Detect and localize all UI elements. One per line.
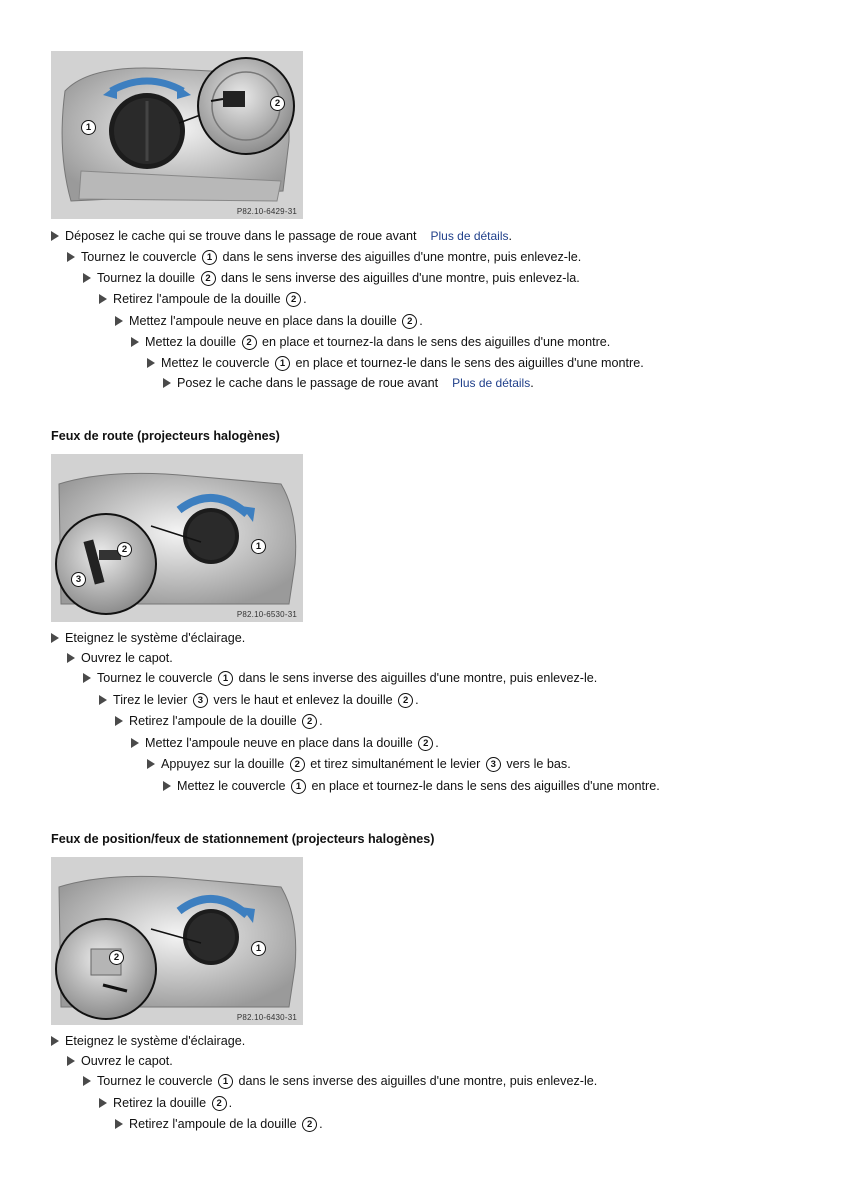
callout-2: 2: [270, 96, 285, 111]
bullet-arrow-icon: [147, 759, 155, 769]
bullet-arrow-icon: [99, 294, 107, 304]
callout-ref: 3: [193, 693, 208, 708]
callout-ref: 2: [418, 736, 433, 751]
bullet-arrow-icon: [131, 738, 139, 748]
bullet-arrow-icon: [83, 1076, 91, 1086]
step: Mettez l'ampoule neuve en place dans la douille 2 .: [115, 313, 423, 329]
step: Tirez le levier 3 vers le haut et enlevez la douille 2 .: [99, 692, 419, 708]
step: Mettez le couvercle 1 en place et tournez-le dans le sens des aiguilles d'une montre.: [163, 778, 660, 794]
callout-ref: 3: [486, 757, 501, 772]
details-link[interactable]: Plus de détails: [452, 376, 531, 390]
step: Retirez la douille 2 .: [99, 1095, 232, 1111]
callout-3: 3: [71, 572, 86, 587]
headlamp-illustration: [51, 454, 303, 622]
bullet-arrow-icon: [115, 716, 123, 726]
bullet-arrow-icon: [163, 781, 171, 791]
headlamp-illustration: [51, 857, 303, 1025]
figure-code: P82.10-6430-31: [236, 1013, 297, 1022]
callout-ref: 1: [202, 250, 217, 265]
figure-code: P82.10-6530-31: [236, 610, 297, 619]
section-title-high-beam: Feux de route (projecteurs halogènes): [51, 429, 280, 443]
step: Tournez le couvercle 1 dans le sens inverse des aiguilles d'une montre, puis enlevez-le.: [67, 249, 581, 265]
callout-2: 2: [117, 542, 132, 557]
step: Tournez le couvercle 1 dans le sens inverse des aiguilles d'une montre, puis enlevez-le.: [83, 670, 597, 686]
step: Eteignez le système d'éclairage.: [51, 630, 245, 646]
figure-headlamp-position-light: [51, 857, 303, 1025]
callout-1: 1: [81, 120, 96, 135]
bullet-arrow-icon: [131, 337, 139, 347]
headlamp-illustration: [51, 51, 303, 219]
bullet-arrow-icon: [115, 316, 123, 326]
figure-code: P82.10-6429-31: [236, 207, 297, 216]
step: Retirez l'ampoule de la douille 2 .: [99, 291, 307, 307]
figure-headlamp-high-beam: [51, 454, 303, 622]
step: Mettez le couvercle 1 en place et tournez-le dans le sens des aiguilles d'une montre.: [147, 355, 644, 371]
step: Retirez l'ampoule de la douille 2 .: [115, 713, 323, 729]
callout-ref: 2: [242, 335, 257, 350]
callout-ref: 2: [302, 1117, 317, 1132]
step: Mettez la douille 2 en place et tournez-la dans le sens des aiguilles d'une montre.: [131, 334, 610, 350]
step: Tournez la douille 2 dans le sens inverse des aiguilles d'une montre, puis enlevez-la.: [83, 270, 580, 286]
callout-ref: 2: [201, 271, 216, 286]
bullet-arrow-icon: [51, 633, 59, 643]
step: Tournez le couvercle 1 dans le sens inverse des aiguilles d'une montre, puis enlevez-le.: [83, 1073, 597, 1089]
callout-ref: 2: [212, 1096, 227, 1111]
step: Ouvrez le capot.: [67, 1053, 173, 1069]
bullet-arrow-icon: [163, 378, 171, 388]
bullet-arrow-icon: [99, 695, 107, 705]
bullet-arrow-icon: [83, 273, 91, 283]
bullet-arrow-icon: [51, 1036, 59, 1046]
bullet-arrow-icon: [67, 653, 75, 663]
callout-ref: 2: [290, 757, 305, 772]
details-link[interactable]: Plus de détails: [430, 229, 509, 243]
callout-1: 1: [251, 941, 266, 956]
step: Retirez l'ampoule de la douille 2 .: [115, 1116, 323, 1132]
bullet-arrow-icon: [115, 1119, 123, 1129]
bullet-arrow-icon: [99, 1098, 107, 1108]
callout-ref: 1: [218, 1074, 233, 1089]
callout-ref: 2: [302, 714, 317, 729]
bullet-arrow-icon: [147, 358, 155, 368]
callout-1: 1: [251, 539, 266, 554]
callout-ref: 2: [398, 693, 413, 708]
bullet-arrow-icon: [67, 252, 75, 262]
step: Déposez le cache qui se trouve dans le passage de roue avant Plus de détails.: [51, 228, 512, 244]
bullet-arrow-icon: [83, 673, 91, 683]
callout-ref: 2: [286, 292, 301, 307]
callout-ref: 1: [291, 779, 306, 794]
step: Ouvrez le capot.: [67, 650, 173, 666]
step: Appuyez sur la douille 2 et tirez simultanément le levier 3 vers le bas.: [147, 756, 571, 772]
bullet-arrow-icon: [51, 231, 59, 241]
callout-ref: 1: [218, 671, 233, 686]
step: Eteignez le système d'éclairage.: [51, 1033, 245, 1049]
callout-ref: 2: [402, 314, 417, 329]
section-title-position-lights: Feux de position/feux de stationnement (projecteurs halogènes): [51, 832, 435, 846]
callout-2: 2: [109, 950, 124, 965]
callout-ref: 1: [275, 356, 290, 371]
figure-headlamp-low-beam: [51, 51, 303, 219]
bullet-arrow-icon: [67, 1056, 75, 1066]
step: Mettez l'ampoule neuve en place dans la douille 2 .: [131, 735, 439, 751]
step: Posez le cache dans le passage de roue avant Plus de détails.: [163, 375, 534, 391]
